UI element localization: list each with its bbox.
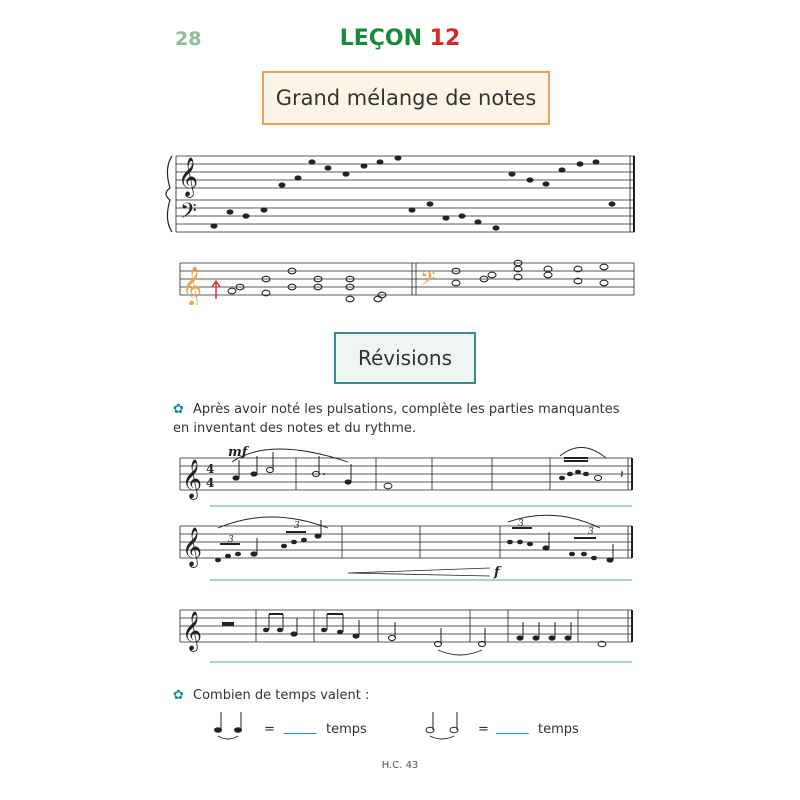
lesson-label: LEÇON <box>339 26 422 51</box>
grand-staff-exercise <box>160 148 640 240</box>
instruction-2 <box>173 686 369 705</box>
bass-clef-icon: 𝄢 <box>180 199 197 229</box>
bass-clef-orange-icon: 𝄢 <box>420 267 436 295</box>
dynamic-mf: mf <box>228 445 248 460</box>
lesson-number: 12 <box>429 26 461 51</box>
revision-staff-2 <box>170 512 640 584</box>
revision-staff-3 <box>170 596 640 668</box>
temps-label-2: temps <box>538 722 579 737</box>
treble-clef-icon: 𝄞 <box>178 157 199 197</box>
triplet-mark: 3 <box>294 521 300 531</box>
equals-1: = <box>264 722 275 737</box>
time-sig-bottom: 4 <box>206 476 215 490</box>
decrescendo-hairpin <box>348 568 490 576</box>
red-arrow-icon <box>212 281 220 299</box>
triplet-mark: 3 <box>588 527 594 537</box>
equals-2: = <box>478 722 489 737</box>
instruction-2-text: Combien de temps valent : <box>193 688 370 703</box>
blank-1[interactable]: _____ <box>284 720 317 735</box>
instruction-1 <box>173 400 638 438</box>
triplet-mark: 3 <box>228 535 234 545</box>
instruction-1-text: Après avoir noté les pulsations, complète les parties manquantes en inventant des notes et du rythme. <box>173 402 620 436</box>
brace-icon <box>166 156 172 232</box>
time-sig-top: 4 <box>206 462 215 476</box>
section-title-box: Grand mélange de notes <box>262 71 550 125</box>
revisions-title-box: Révisions <box>334 332 476 384</box>
revision-staff-1 <box>170 440 640 512</box>
chord-staff <box>170 255 640 305</box>
staff3-notes <box>263 614 606 655</box>
treble-clef-icon: 𝄞 <box>182 611 203 651</box>
blank-2[interactable]: _____ <box>496 720 529 735</box>
lesson-title <box>0 26 800 51</box>
tied-quarter-notes <box>208 708 260 744</box>
treble-notes <box>279 155 600 187</box>
chord-notes <box>228 260 608 302</box>
footer-code: H.C. 43 <box>381 760 419 771</box>
treble-clef-orange-icon: 𝄞 <box>182 266 203 305</box>
page-number: 28 <box>175 28 202 50</box>
dynamic-f: f <box>494 565 500 580</box>
flower-icon: ✿ <box>173 688 184 703</box>
treble-clef-icon: 𝄞 <box>182 527 203 567</box>
staff1-notes <box>233 447 625 488</box>
tied-half-notes <box>420 708 472 744</box>
temps-label-1: temps <box>326 722 367 737</box>
rest-icon: 𝄽 <box>620 467 624 481</box>
half-rest-icon <box>222 622 234 626</box>
flower-icon: ✿ <box>173 402 184 417</box>
treble-clef-icon: 𝄞 <box>182 459 203 499</box>
triplet-mark: 3 <box>518 519 524 529</box>
